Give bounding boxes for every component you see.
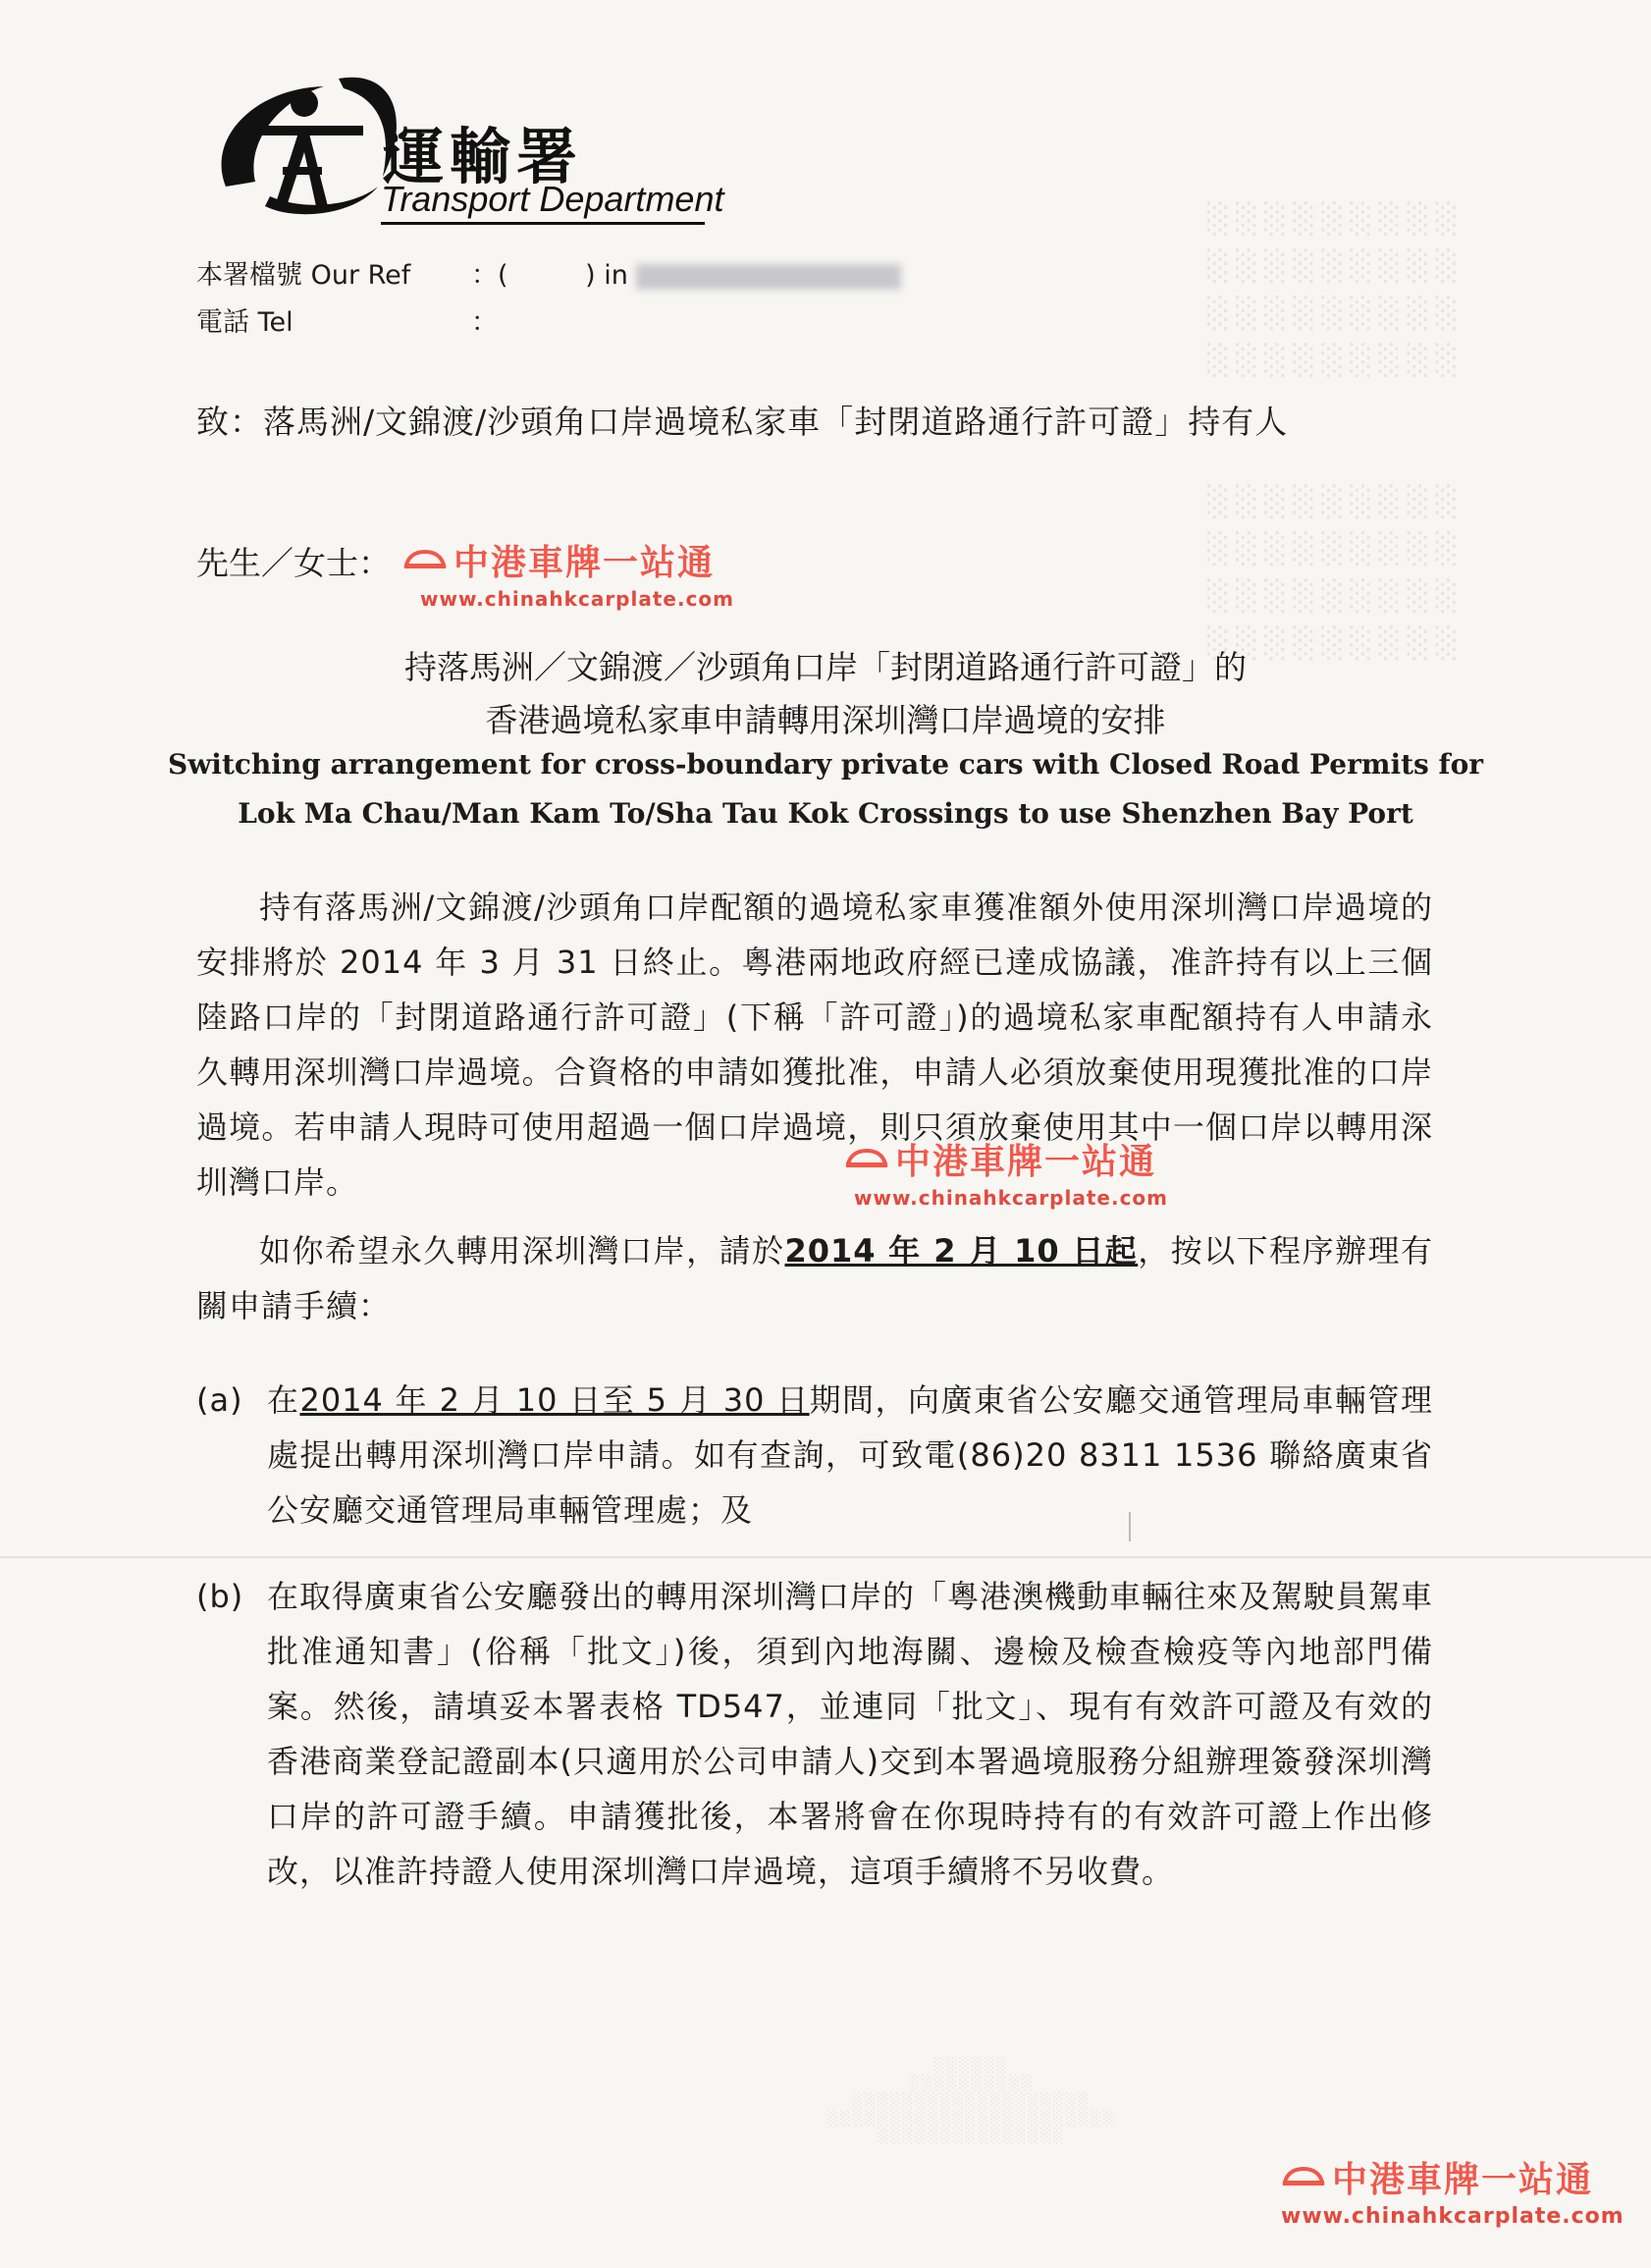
paragraph-1-text: 持有落馬洲/文錦渡/沙頭角口岸配額的過境私家車獲准額外使用深圳灣口岸過境的安排將於 2014 年 3 月 31 日終止。粵港兩地政府經已達成協議，准許持有以上三個陸路口岸的「封閉道路通行許可證」(下稱「許可證」)的過境私家車配額持有人申請永久轉用深圳灣口岸過境。合資格的申請如獲批准，申請人必須放棄使用現獲批准的口岸過境。若申請人現時可使用超過一個口岸過境，則只須放棄使用其中一個口岸以轉用深圳灣口岸。	[196, 889, 1433, 1201]
watermark-3	[1281, 2152, 1624, 2229]
title-zh-line-1: 持落馬洲／文錦渡／沙頭角口岸「封閉道路通行許可證」的	[404, 648, 1247, 686]
tel-line	[196, 300, 498, 339]
tel-colon: ：	[471, 307, 498, 338]
title-zh-line-2: 香港過境私家車申請轉用深圳灣口岸過境的安排	[485, 701, 1166, 739]
logo-name-zh: 運輸署	[383, 121, 584, 192]
logo-underline	[381, 222, 705, 225]
watermark-1-text: 中港車牌一站通	[453, 543, 716, 583]
paragraph-1	[196, 880, 1433, 1210]
greeting: 先生／女士：	[196, 544, 391, 582]
watermark-1-url: www.chinahkcarplate.com	[420, 587, 735, 611]
our-ref-in: ) in	[585, 260, 628, 291]
car-logo-icon	[402, 548, 448, 573]
paper-fold-line	[0, 1556, 1651, 1558]
watermark-2-url: www.chinahkcarplate.com	[854, 1186, 1169, 1210]
watermark-2-text: 中港車牌一站通	[895, 1142, 1157, 1182]
paragraph-2	[196, 1223, 1433, 1333]
watermark-2	[844, 1134, 1168, 1210]
our-ref-label: 本署檔號 Our Ref	[196, 260, 411, 291]
redacted-ref-number	[636, 264, 901, 290]
footer-bleed-through: ░░░░░░ ░░░░░░░░░░ ░░░░░░░░░░░░░░░░░░░ ░░░░░░░░░░░░░░░░░░░░░░░ ░░░░░░░░░░░░░░░	[827, 2058, 1116, 2144]
watermark-1	[402, 535, 734, 611]
title-en-line-2: Lok Ma Chau/Man Kam To/Sha Tau Kok Crossings to use Shenzhen Bay Port	[238, 797, 1413, 830]
item-b-marker: (b)	[196, 1578, 244, 1615]
paragraph-2-post: ，按以下程序辦理有關申請手續：	[196, 1232, 1433, 1324]
logo-name-en: Transport Department	[381, 179, 724, 219]
item-b-text: 在取得廣東省公安廳發出的轉用深圳灣口岸的「粵港澳機動車輛往來及駕駛員駕車批准通知書」(俗稱「批文」)後，須到內地海關、邊檢及檢查檢疫等內地部門備案。然後，請填妥本署表格 TD547，並連同「批文」、現有有效許可證及有效的香港商業登記證副本(只適用於公司申請人)交到本署過境服務分組辦理簽發深圳灣口岸的許可證手續。申請獲批後，本署將會在你現時持有的有效許可證上作出修改，以准許持證人使用深圳灣口岸過境，這項手續將不另收費。	[267, 1578, 1434, 1890]
title-en-line-1: Switching arrangement for cross-boundary private cars with Closed Road Permits for	[167, 748, 1484, 781]
item-a-period: 2014 年 2 月 10 日至 5 月 30 日	[299, 1381, 810, 1419]
procedure-item-a	[196, 1373, 1433, 1538]
item-a-post: 期間，向廣東省公安廳交通管理局車輛管理處提出轉用深圳灣口岸申請。如有查詢，可致電(86)20 8311 1536 聯絡廣東省公安廳交通管理局車輛管理處；及	[267, 1381, 1433, 1529]
paragraph-2-date: 2014 年 2 月 10 日起	[784, 1232, 1139, 1269]
our-ref-line	[196, 253, 901, 292]
car-logo-icon	[1281, 2165, 1326, 2190]
item-a-marker: (a)	[196, 1381, 243, 1419]
car-logo-icon	[844, 1147, 889, 1172]
watermark-3-url: www.chinahkcarplate.com	[1281, 2204, 1624, 2229]
bleed-through-text: ░░░░░░░░░ ░░░░░░░░░ ░░░░░░░░░ ░░░░░░░░░ ░░░░░░░░░ ░░░░░░░░░ ░░░░░░░░░ ░░░░░░░░░	[1207, 202, 1465, 661]
paragraph-2-text	[196, 1223, 1433, 1333]
item-a-text	[267, 1373, 1433, 1538]
tel-label: 電話 Tel	[196, 307, 293, 338]
procedure-item-b	[196, 1569, 1433, 1899]
addressee: 致：落馬洲/文錦渡/沙頭角口岸過境私家車「封閉道路通行許可證」持有人	[196, 403, 1289, 441]
watermark-3-text: 中港車牌一站通	[1332, 2160, 1594, 2200]
our-ref-open: ：(	[471, 260, 508, 291]
paragraph-2-pre: 如你希望永久轉用深圳灣口岸，請於	[259, 1232, 785, 1269]
item-a-pre: 在	[267, 1381, 300, 1419]
